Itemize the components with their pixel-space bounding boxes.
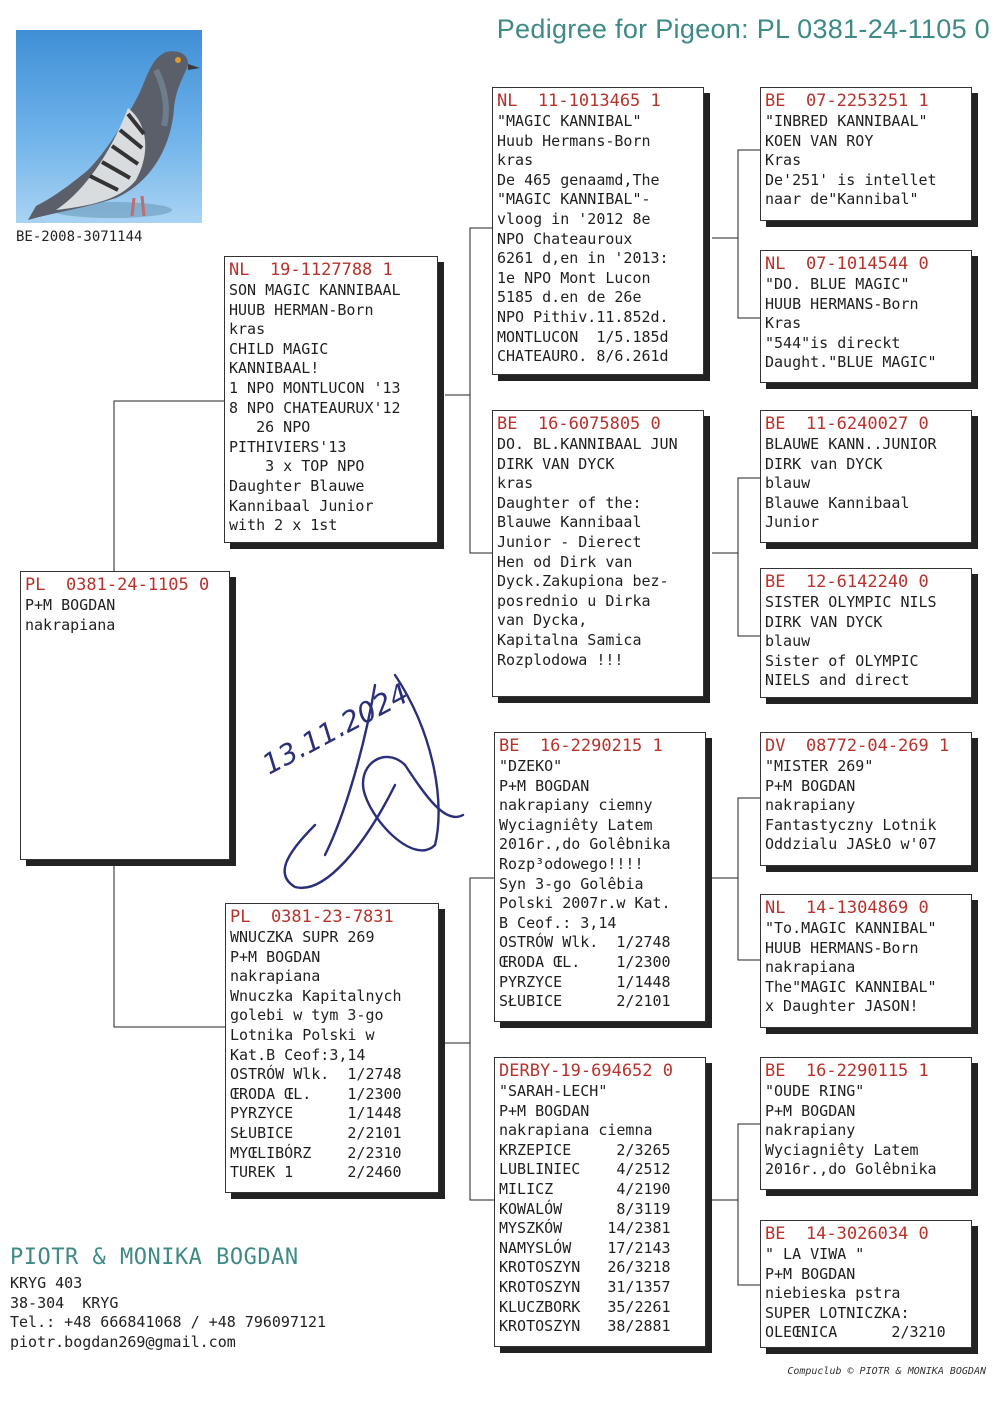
ggp6-line: "To.MAGIC KANNIBAL": [765, 919, 937, 937]
ggp2-ring: NL 07-1014544 0: [765, 254, 929, 274]
sire-line: KANNIBAAL!: [229, 359, 320, 378]
ggp2-line: Daught."BLUE MAGIC": [765, 353, 937, 372]
ggp8-line: P+M BOGDAN: [765, 1264, 856, 1283]
dam-line: Kat.B Ceof:3,14: [230, 1045, 366, 1064]
sire-line: SON MAGIC KANNIBAAL: [229, 281, 401, 299]
ggp3-line: BLAUWE KANN..JUNIOR: [765, 435, 937, 453]
grandparent-box-3: [494, 732, 706, 1022]
ggp2-line: "544"is direckt: [765, 333, 901, 352]
ggp1-line: naar de"Kannibal": [765, 190, 919, 209]
gp2-line: Daughter of the:: [497, 493, 642, 512]
subject-line: nakrapiana: [25, 615, 116, 634]
ggp1-line: Kras: [765, 151, 802, 170]
gp3-line: 2016r.,do Golêbnika: [499, 835, 671, 854]
gp3-line: PYRZYCE 1/1448: [499, 972, 671, 991]
ggp7-ring: BE 16-2290115 1: [765, 1061, 929, 1081]
ggp7-line: Wyciagniêty Latem: [765, 1140, 919, 1159]
gp3-ring: BE 16-2290215 1: [499, 736, 663, 756]
grandparent-box-2: [492, 410, 704, 697]
dam-line: OSTRÓW Wlk. 1/2748: [230, 1065, 402, 1084]
ggp7-line: P+M BOGDAN: [765, 1101, 856, 1120]
breeder-address2: 38-304 KRYG: [10, 1293, 119, 1312]
gp1-line: Huub Hermans-Born: [497, 131, 651, 150]
ggp4-line: NIELS and direct: [765, 671, 910, 690]
dam-line: golebi w tym 3-go: [230, 1006, 384, 1025]
gp1-line: 5185 d.en de 26e: [497, 288, 642, 307]
gp4-line: KROTOSZYN 31/1357: [499, 1277, 671, 1296]
gp2-line: DIRK VAN DYCK: [497, 454, 615, 473]
ggp3-line: blauw: [765, 474, 811, 493]
gp2-line: kras: [497, 474, 534, 493]
great-grandparent-box-2: [760, 250, 972, 383]
gp1-line: kras: [497, 151, 534, 170]
breeder-phone: Tel.: +48 666841068 / +48 796097121: [10, 1313, 327, 1331]
subject-box: [20, 571, 230, 860]
gp1-line: MONTLUCON 1/5.185d: [497, 327, 669, 346]
gp2-ring: BE 16-6075805 0: [497, 414, 661, 434]
ggp6-line: x Daughter JASON!: [765, 997, 919, 1016]
sire-line: Daughter Blauwe: [229, 476, 365, 495]
great-grandparent-box-5: [760, 732, 972, 866]
ggp1-ring: BE 07-2253251 1: [765, 91, 929, 111]
gp2-line: Rozplodowa !!!: [497, 650, 624, 669]
gp1-line: NPO Pithiv.11.852d.: [497, 307, 669, 326]
dam-line: PYRZYCE 1/1448: [230, 1104, 402, 1123]
ggp5-line: Oddzialu JASŁO w'07: [765, 835, 937, 854]
gp1-ring: NL 11-1013465 1: [497, 91, 661, 111]
dam-line: MYŒLIBÓRZ 2/2310: [230, 1143, 402, 1162]
gp2-line: Dyck.Zakupiona bez-: [497, 572, 669, 591]
gp3-line: OSTRÓW Wlk. 1/2748: [499, 933, 671, 952]
sire-box: [224, 256, 438, 543]
dam-line: nakrapiana: [230, 967, 321, 986]
sire-line: PITHIVIERS'13: [229, 437, 347, 456]
gp4-line: KLUCZBORK 35/2261: [499, 1297, 671, 1316]
ggp7-line: 2016r.,do Golêbnika: [765, 1160, 937, 1179]
gp1-line: 1e NPO Mont Lucon: [497, 268, 651, 287]
ggp3-line: Blauwe Kannibaal: [765, 493, 910, 512]
ggp3-ring: BE 11-6240027 0: [765, 414, 929, 434]
dam-line: Wnuczka Kapitalnych: [230, 986, 402, 1005]
gp2-line: Junior - Dierect: [497, 532, 642, 551]
sire-line: CHILD MAGIC: [229, 339, 329, 358]
gp3-line: Polski 2007r.w Kat.: [499, 894, 671, 913]
sire-line: 1 NPO MONTLUCON '13: [229, 378, 401, 397]
subject-ring: PL 0381-24-1105 0: [25, 575, 210, 595]
dam-box: [225, 903, 439, 1193]
gp4-line: P+M BOGDAN: [499, 1101, 590, 1120]
gp3-line: B Ceof.: 3,14: [499, 913, 617, 932]
sire-line: with 2 x 1st: [229, 516, 338, 535]
gp1-line: NPO Chateauroux: [497, 229, 633, 248]
gp2-line: Blauwe Kannibaal: [497, 513, 642, 532]
gp4-line: KRZEPICE 2/3265: [499, 1140, 671, 1159]
gp2-line: posrednio u Dirka: [497, 591, 651, 610]
gp1-line: 6261 d,en in '2013:: [497, 249, 669, 268]
ggp4-line: blauw: [765, 632, 811, 651]
grandparent-box-1: [492, 87, 704, 375]
page-title: Pedigree for Pigeon: PL 0381-24-1105 0: [496, 14, 990, 44]
ggp4-line: Sister of OLYMPIC: [765, 651, 919, 670]
ggp1-line: De'251' is intellet: [765, 170, 937, 189]
great-grandparent-box-6: [760, 894, 972, 1028]
breeder-address1: KRYG 403: [10, 1274, 83, 1292]
grandparent-box-4: [494, 1057, 706, 1347]
gp3-line: SŁUBICE 2/2101: [499, 992, 671, 1011]
gp2-line: Hen od Dirk van: [497, 552, 633, 571]
ggp8-line: SUPER LOTNICZKA:: [765, 1303, 910, 1322]
signature-date: 13.11.2024: [256, 676, 414, 782]
great-grandparent-box-7: [760, 1057, 972, 1190]
ggp8-line: " LA VIWA ": [765, 1245, 865, 1263]
sire-ring: NL 19-1127788 1: [229, 260, 393, 280]
ggp4-ring: BE 12-6142240 0: [765, 572, 929, 592]
ggp2-line: HUUB HERMANS-Born: [765, 294, 919, 313]
gp1-line: CHATEAURO. 8/6.261d: [497, 347, 669, 366]
great-grandparent-box-4: [760, 568, 972, 698]
gp3-line: ŒRODA ŒL. 1/2300: [499, 952, 671, 971]
ggp8-line: OLEŒNICA 2/3210: [765, 1323, 946, 1342]
gp4-line: nakrapiana ciemna: [499, 1121, 653, 1140]
dam-line: P+M BOGDAN: [230, 947, 321, 966]
ggp5-line: nakrapiany: [765, 796, 856, 815]
sire-line: 8 NPO CHATEAURUX'12: [229, 398, 401, 417]
gp3-line: P+M BOGDAN: [499, 776, 590, 795]
gp1-line: vloog in '2012 8e: [497, 209, 651, 228]
dam-line: ŒRODA ŒL. 1/2300: [230, 1084, 402, 1103]
ggp6-ring: NL 14-1304869 0: [765, 898, 929, 918]
ggp4-line: SISTER OLYMPIC NILS: [765, 593, 937, 611]
ggp5-line: P+M BOGDAN: [765, 776, 856, 795]
ggp7-line: nakrapiany: [765, 1121, 856, 1140]
dam-line: Lotnika Polski w: [230, 1025, 375, 1044]
sire-line: 26 NPO: [229, 418, 311, 437]
ggp1-line: "INBRED KANNIBAAL": [765, 112, 928, 130]
ggp6-line: The"MAGIC KANNIBAL": [765, 977, 937, 996]
ggp6-line: nakrapiana: [765, 958, 856, 977]
gp3-line: nakrapiany ciemny: [499, 796, 653, 815]
gp4-ring: DERBY-19-694652 0: [499, 1061, 673, 1081]
breeder-info: [10, 1245, 326, 1352]
dam-line: WNUCZKA SUPR 269: [230, 928, 375, 946]
ggp6-line: HUUB HERMANS-Born: [765, 938, 919, 957]
gp2-line: van Dycka,: [497, 611, 588, 630]
breeder-name: PIOTR & MONIKA BOGDAN: [10, 1245, 299, 1270]
ggp5-line: "MISTER 269": [765, 757, 874, 775]
gp3-line: "DZEKO": [499, 757, 563, 775]
gp4-line: KOWALÓW 8/3119: [499, 1199, 671, 1218]
gp1-line: "MAGIC KANNIBAL": [497, 112, 642, 130]
ggp8-line: niebieska pstra: [765, 1284, 901, 1303]
great-grandparent-box-1: [760, 87, 972, 221]
ggp7-line: "OUDE RING": [765, 1082, 865, 1100]
gp3-line: Syn 3-go Golêbia: [499, 874, 644, 893]
gp3-line: Wyciagniêty Latem: [499, 815, 653, 834]
ggp3-line: DIRK van DYCK: [765, 454, 883, 473]
sire-line: kras: [229, 320, 266, 339]
gp4-line: LUBLINIEC 4/2512: [499, 1160, 671, 1179]
gp4-line: MYSZKÓW 14/2381: [499, 1219, 671, 1238]
gp1-line: De 465 genaamd,The: [497, 170, 660, 189]
ggp1-line: KOEN VAN ROY: [765, 131, 874, 150]
ggp2-line: "DO. BLUE MAGIC": [765, 275, 910, 293]
gp4-line: KROTOSZYN 26/3218: [499, 1258, 671, 1277]
ggp2-line: Kras: [765, 314, 802, 333]
sire-line: HUUB HERMAN-Born: [229, 300, 374, 319]
gp4-line: "SARAH-LECH": [499, 1082, 608, 1100]
gp4-line: KROTOSZYN 38/2881: [499, 1317, 671, 1336]
ggp8-ring: BE 14-3026034 0: [765, 1224, 929, 1244]
great-grandparent-box-3: [760, 410, 972, 543]
footer-credit: Compuclub © PIOTR & MONIKA BOGDAN: [787, 1366, 986, 1377]
dam-line: SŁUBICE 2/2101: [230, 1123, 402, 1142]
gp2-line: Kapitalna Samica: [497, 630, 642, 649]
subject-line: P+M BOGDAN: [25, 596, 116, 614]
sire-line: 3 x TOP NPO: [229, 457, 365, 476]
great-grandparent-box-8: [760, 1220, 972, 1348]
gp1-line: "MAGIC KANNIBAL"-: [497, 190, 651, 209]
gp3-line: Rozp³odowego!!!!: [499, 854, 644, 873]
ggp4-line: DIRK VAN DYCK: [765, 612, 883, 631]
gp2-line: DO. BL.KANNIBAAL JUN: [497, 435, 678, 453]
ggp5-line: Fantastyczny Lotnik: [765, 815, 937, 834]
gp4-line: MILICZ 4/2190: [499, 1179, 671, 1198]
breeder-email: piotr.bogdan269@gmail.com: [10, 1332, 236, 1351]
handwritten-signature: [245, 625, 475, 895]
gp4-line: NAMYSLÓW 17/2143: [499, 1238, 671, 1257]
dam-ring: PL 0381-23-7831: [230, 907, 394, 927]
ggp5-ring: DV 08772-04-269 1: [765, 736, 950, 756]
sire-line: Kannibaal Junior: [229, 496, 374, 515]
ggp3-line: Junior: [765, 513, 820, 532]
dam-line: TUREK 1 2/2460: [230, 1163, 402, 1182]
photo-caption: BE-2008-3071144: [16, 229, 143, 245]
